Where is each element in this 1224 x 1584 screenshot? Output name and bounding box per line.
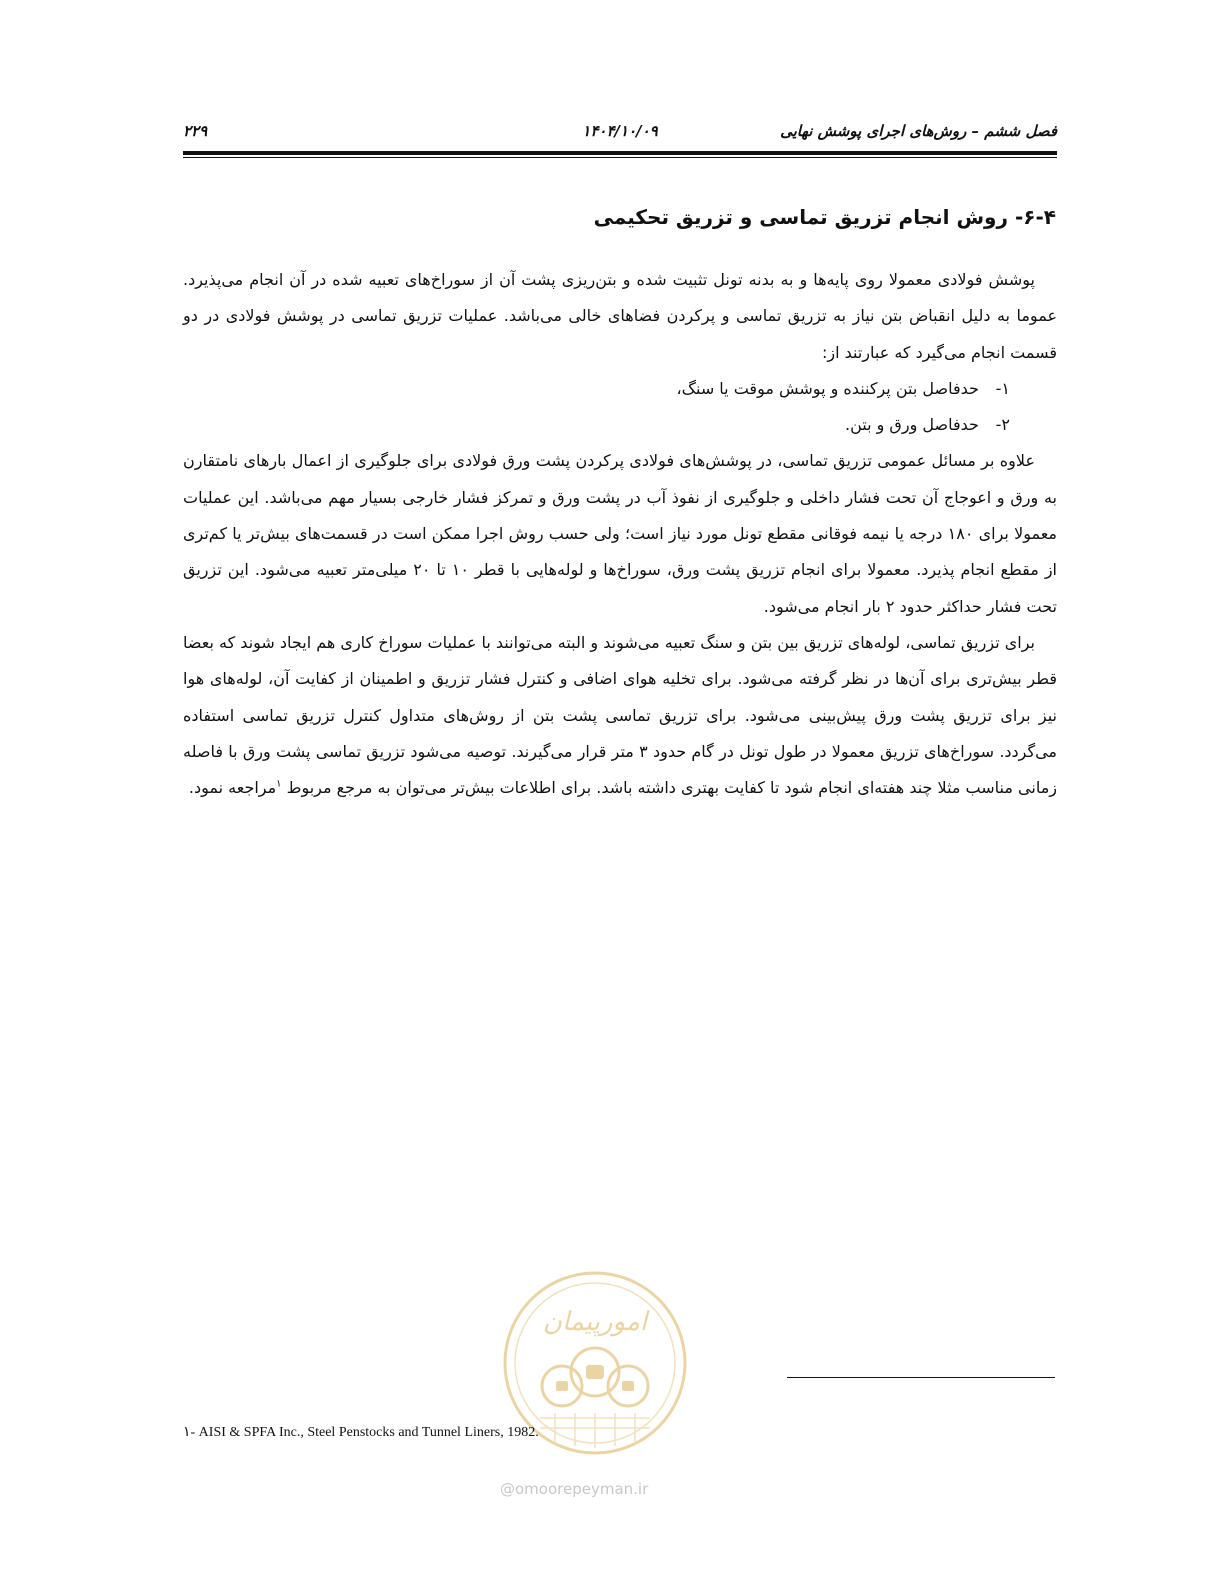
paragraph-2: علاوه بر مسائل عمومی تزریق تماسی، در پوشش‌های فولادی پرکردن پشت ورق فولادی برای جلوگیری از اعمال بارهای نامتقارن به ورق و اعوجاج آن تحت فشار داخلی و جلوگیری از نفوذ آب در پشت ورق و تمرکز فشار خارجی بسیار مهم می‌باشد. این عملیات معمولا برای ۱۸۰ درجه یا نیمه فوقانی مقطع تونل مورد نیاز است؛ ولی حسب روش اجرا ممکن است در قسمت‌های بیش‌تر یا کم‌تری از مقطع انجام پذیرد. معمولا برای انجام تزریق پشت ورق، سوراخ‌ها و لوله‌هایی با قطر ۱۰ تا ۲۰ میلی‌متر تعبیه می‌شود. این تزریق تحت فشار حداکثر حدود ۲ بار انجام می‌شود. <box>183 451 1057 616</box>
paragraph-3-text: برای تزریق تماسی، لوله‌های تزریق بین بتن و سنگ تعبیه می‌شوند و البته می‌توانند با عملیات سوراخ کاری هم ایجاد شوند که بعضا قطر بیش‌تری برای آن‌ها در نظر گرفته می‌شود. برای تخلیه هوای اضافی و کنترل فشار تزریق و اطمینان از کفایت آن، لوله‌های هوا نیز برای تزریق پشت ورق پیش‌بینی می‌شود. برای تزریق تماسی پشت بتن از روش‌های متداول کنترل تزریق تماسی استفاده می‌گردد. سوراخ‌های تزریق معمولا در طول تونل در گام حدود ۳ متر قرار می‌گیرند. توصیه می‌شود تزریق تماسی پشت ورق با فاصله زمانی مناسب مثلا چند هفته‌ای انجام شود تا کفایت بهتری داشته باشد. برای اطلاعات بیش‌تر می‌توان به مرجع مربوط <box>183 632 1058 798</box>
body-text <box>183 262 1057 806</box>
watermark-url[interactable]: @omoorepeyman.ir <box>500 1480 649 1498</box>
running-header <box>183 122 1057 146</box>
footnote-separator <box>787 1377 1055 1378</box>
list-item-text: حدفاصل ورق و بتن. <box>844 415 979 435</box>
list-item <box>183 371 1057 407</box>
list-item <box>183 407 1057 443</box>
list-item-number: ۱- <box>995 378 1010 398</box>
page-number: ۲۲۹ <box>183 122 208 140</box>
chapter-title: فصل ششم – روش‌های اجرای پوشش نهایی <box>780 122 1057 140</box>
header-date: ۱۴۰۴/۱۰/۰۹ <box>582 122 658 140</box>
paragraph-1: پوشش فولادی معمولا روی پایه‌ها و به بدنه تونل تثبیت شده و بتن‌ریزی پشت آن از سوراخ‌های تعبیه شده در آن انجام می‌پذیرد. عموما به دلیل انقباض بتن نیاز به تزریق تماسی و پرکردن فضاهای خالی می‌باشد. عملیات تزریق تماسی در پوشش فولادی در دو قسمت انجام می‌گیرد که عبارتند از: <box>183 270 1057 362</box>
list-item-text: حدفاصل بتن پرکننده و پوشش موقت یا سنگ، <box>676 378 979 398</box>
section-title: ۶-۴- روش انجام تزریق تماسی و تزریق تحکیمی <box>593 205 1056 229</box>
footnote-ref-mark[interactable]: ۱ <box>276 778 282 790</box>
paragraph-3 <box>183 625 1057 806</box>
paragraph-3-end: مراجعه نمود. <box>188 778 277 798</box>
header-rule-thick <box>183 151 1057 155</box>
header-rule-thin <box>183 157 1057 158</box>
watermark-logo-text: امورپیمان <box>542 1307 648 1337</box>
footnote: ۱- AISI & SPFA Inc., Steel Penstocks and Tunnel Liners, 1982. <box>183 1425 539 1440</box>
list-item-number: ۲- <box>995 415 1010 435</box>
